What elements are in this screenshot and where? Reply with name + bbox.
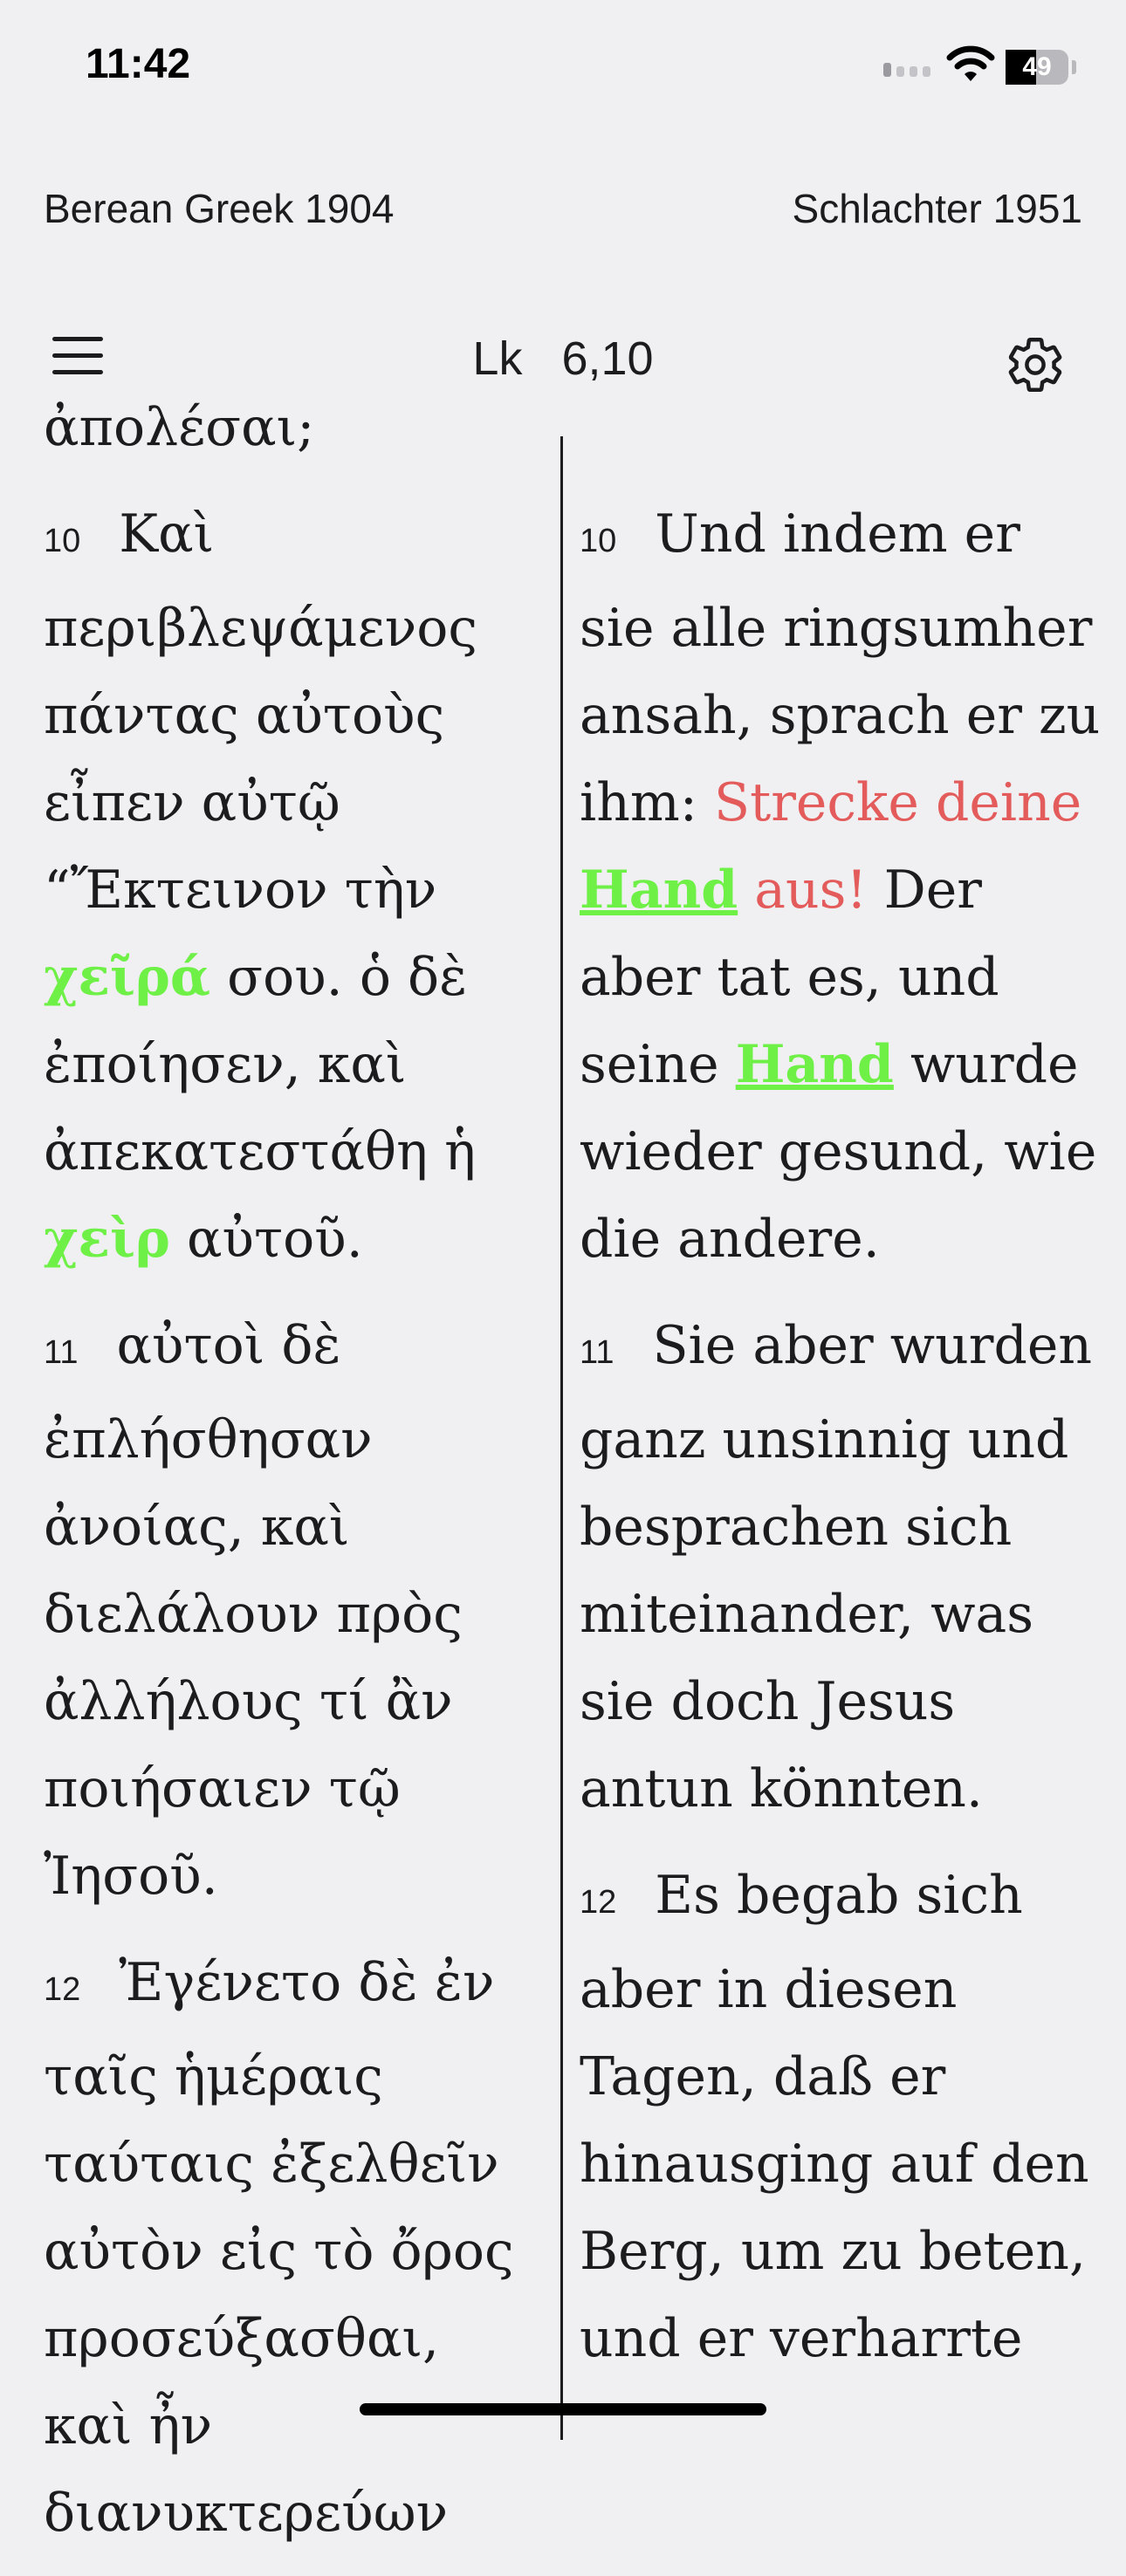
- verse-text: Der aber tat es, und seine: [580, 860, 999, 1095]
- verse-number: 10: [44, 523, 81, 559]
- status-time: 11:42: [86, 41, 191, 87]
- parallel-reader[interactable]: [0, 397, 1126, 2544]
- verse-text: αὐτοὶ δὲ ἐπλήσθησαν ἀνοίας, καὶ διελάλουν πρὸς ἀλλήλους τί ἂν ποιήσαιεν τῷ Ἰησοῦ.: [44, 1315, 463, 1907]
- verse-number: 11: [44, 1334, 79, 1371]
- highlighted-word-link[interactable]: Hand: [735, 1034, 894, 1095]
- left-translation-selector[interactable]: Berean Greek 1904: [44, 186, 395, 231]
- wifi-icon: [948, 45, 993, 87]
- verse-text: Καὶ περιβλεψάμενος πάντας αὐτοὺς εἶπεν αὐτῷ “Ἔκτεινον τὴν: [44, 504, 477, 921]
- verse-text: Und indem er sie alle ringsumher ansah, sprach er zu ihm:: [580, 504, 1101, 833]
- verse-number: 10: [580, 523, 617, 559]
- verse-11-greek[interactable]: [44, 1302, 532, 1920]
- words-of-jesus: Strecke deine: [714, 772, 1082, 833]
- greek-column: [44, 384, 532, 2576]
- status-bar: [0, 0, 1126, 131]
- verse-text: σου. ὁ δὲ ἐποίησεν, καὶ ἀπεκατεστάθη ἡ: [44, 947, 477, 1182]
- column-spacer: [580, 384, 1103, 471]
- german-column: [580, 384, 1103, 2401]
- partial-verse-text: ἀπολέσαι;: [44, 397, 315, 458]
- column-divider: [560, 436, 563, 2440]
- verse-number: 11: [580, 1334, 614, 1371]
- verse-number: 12: [580, 1884, 617, 1921]
- highlighted-word[interactable]: χεὶρ: [44, 1209, 170, 1270]
- verse-10-german[interactable]: [580, 490, 1103, 1283]
- verse-text: Sie aber wurden ganz unsinnig und besprachen sich miteinander, was sie doch Jesus antun könnten.: [580, 1315, 1093, 1819]
- words-of-jesus: aus!: [738, 860, 868, 921]
- battery-cap: [1072, 60, 1076, 74]
- verse-text: Ἐγένετο δὲ ἐν ταῖς ἡμέραις ταύταις ἐξελθεῖν αὐτὸν εἰς τὸ ὄρος προσεύξασθαι, καὶ ἦν διανυκτερεύων: [44, 1952, 514, 2544]
- verse-text: αὐτοῦ.: [169, 1209, 363, 1270]
- passage-reference-button[interactable]: [0, 332, 1126, 386]
- right-translation-selector[interactable]: Schlachter 1951: [792, 186, 1082, 231]
- verse-11-german[interactable]: [580, 1302, 1103, 1833]
- book-abbreviation: Lk: [472, 332, 523, 385]
- cellular-signal-icon: [883, 63, 930, 77]
- home-indicator[interactable]: [360, 2403, 766, 2415]
- verse-12-greek[interactable]: [44, 1939, 532, 2557]
- partial-verse: [44, 384, 532, 471]
- battery-icon: [1006, 50, 1068, 85]
- verse-10-greek[interactable]: [44, 490, 532, 1283]
- highlighted-word-link[interactable]: Hand: [580, 860, 738, 921]
- battery-percent: 49: [1022, 52, 1052, 81]
- verse-12-german[interactable]: [580, 1852, 1103, 2382]
- verse-number: 12: [44, 1971, 81, 2008]
- verse-text: wurde wieder gesund, wie die andere.: [580, 1034, 1097, 1270]
- highlighted-word[interactable]: χεῖρά: [44, 947, 211, 1008]
- translations-bar: [0, 166, 1126, 253]
- verse-text: Es begab sich aber in diesen Tagen, daß er hinausging auf den Berg, um zu beten, und er verharrte: [580, 1865, 1089, 2369]
- chapter-verse: 6,10: [561, 332, 654, 385]
